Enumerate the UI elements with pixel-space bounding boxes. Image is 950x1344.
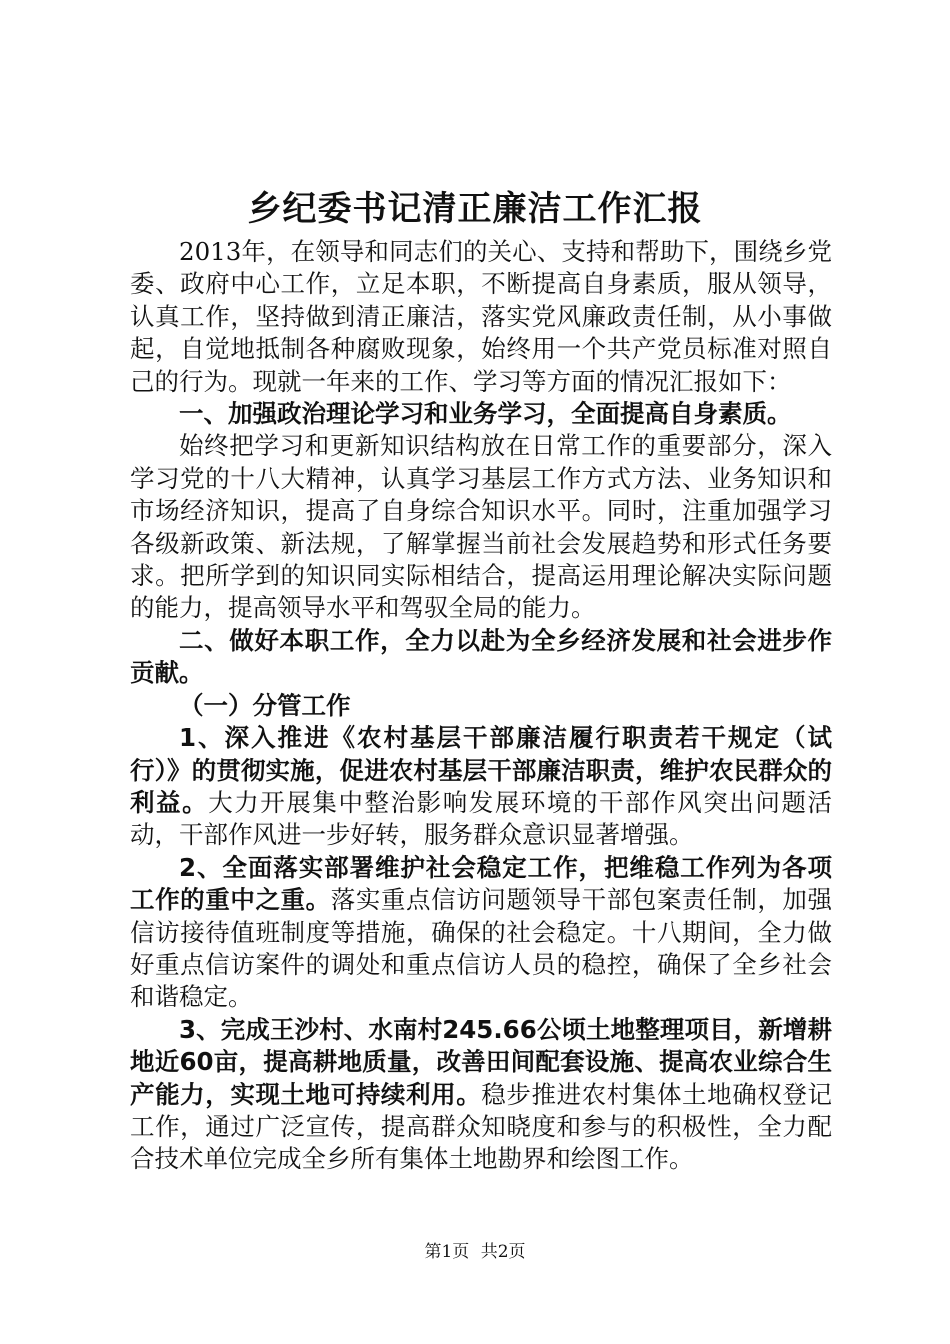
item-1-paragraph: [130, 722, 832, 852]
item-1-text: 大力开展集中整治影响发展环境的干部作风突出问题活动，干部作风进一步好转，服务群众意识显著增强。: [130, 787, 833, 850]
item-3-text: 稳步推进农村集体土地确权登记工作，通过广泛宣传，提高群众知晓度和参与的积极性，全力配合技术单位完成全乡所有集体土地勘界和绘图工作。: [130, 1079, 832, 1174]
section-2-heading: 二、做好本职工作，全力以赴为全乡经济发展和社会进步作贡献。: [130, 625, 832, 688]
subsection-1-heading: （一）分管工作: [179, 690, 351, 720]
page-footer: [0, 1240, 950, 1264]
item-2-text: 落实重点信访问题领导干部包案责任制，加强信访接待值班制度等措施，确保的社会稳定。十八期间，全力做好重点信访案件的调处和重点信访人员的稳控，确保了全乡社会和谐稳定。: [130, 885, 833, 1012]
item-2-lead: 2、全面落实部署维护社会稳定工作，把维稳工作列为各项工作的重中之重。: [130, 852, 832, 915]
item-3-paragraph: [130, 1014, 832, 1176]
item-3-lead: 3、完成王沙村、水南村245.66公顷土地整理项目，新增耕地近60亩，提高耕地质量，改善田间配套设施、提高农业综合生产能力，实现土地可持续利用。: [130, 1014, 832, 1109]
section-1-paragraph: 始终把学习和更新知识结构放在日常工作的重要部分，深入学习党的十八大精神，认真学习基层工作方式方法、业务知识和市场经济知识，提高了自身综合知识水平。同时，注重加强学习各级新政策、新法规，了解掌握当前社会发展趋势和形式任务要求。把所学到的知识同实际相结合，提高运用理论解决实际问题的能力，提高领导水平和驾驭全局的能力。: [130, 431, 832, 623]
page-number: 第1页: [424, 1242, 470, 1262]
intro-paragraph: 2013年，在领导和同志们的关心、支持和帮助下，围绕乡党委、政府中心工作，立足本职，不断提高自身素质，服从领导，认真工作，坚持做到清正廉洁，落实党风廉政责任制，从小事做起，自觉地抵制各种腐败现象，始终用一个共产党员标准对照自己的行为。现就一年来的工作、学习等方面的情况汇报如下：: [130, 237, 832, 396]
page-total: 共2页: [480, 1242, 526, 1262]
document-title: 乡纪委书记清正廉洁工作汇报: [247, 189, 703, 229]
section-1-heading: 一、加强政治理论学习和业务学习，全面提高自身素质。: [179, 399, 792, 429]
item-2-paragraph: [130, 852, 832, 1014]
item-1-lead: 1、深入推进《农村基层干部廉洁履行职责若干规定（试行）》的贯彻实施，促进农村基层干部廉洁职责，维护农民群众的利益。: [130, 723, 832, 817]
document-body: [130, 236, 832, 1176]
